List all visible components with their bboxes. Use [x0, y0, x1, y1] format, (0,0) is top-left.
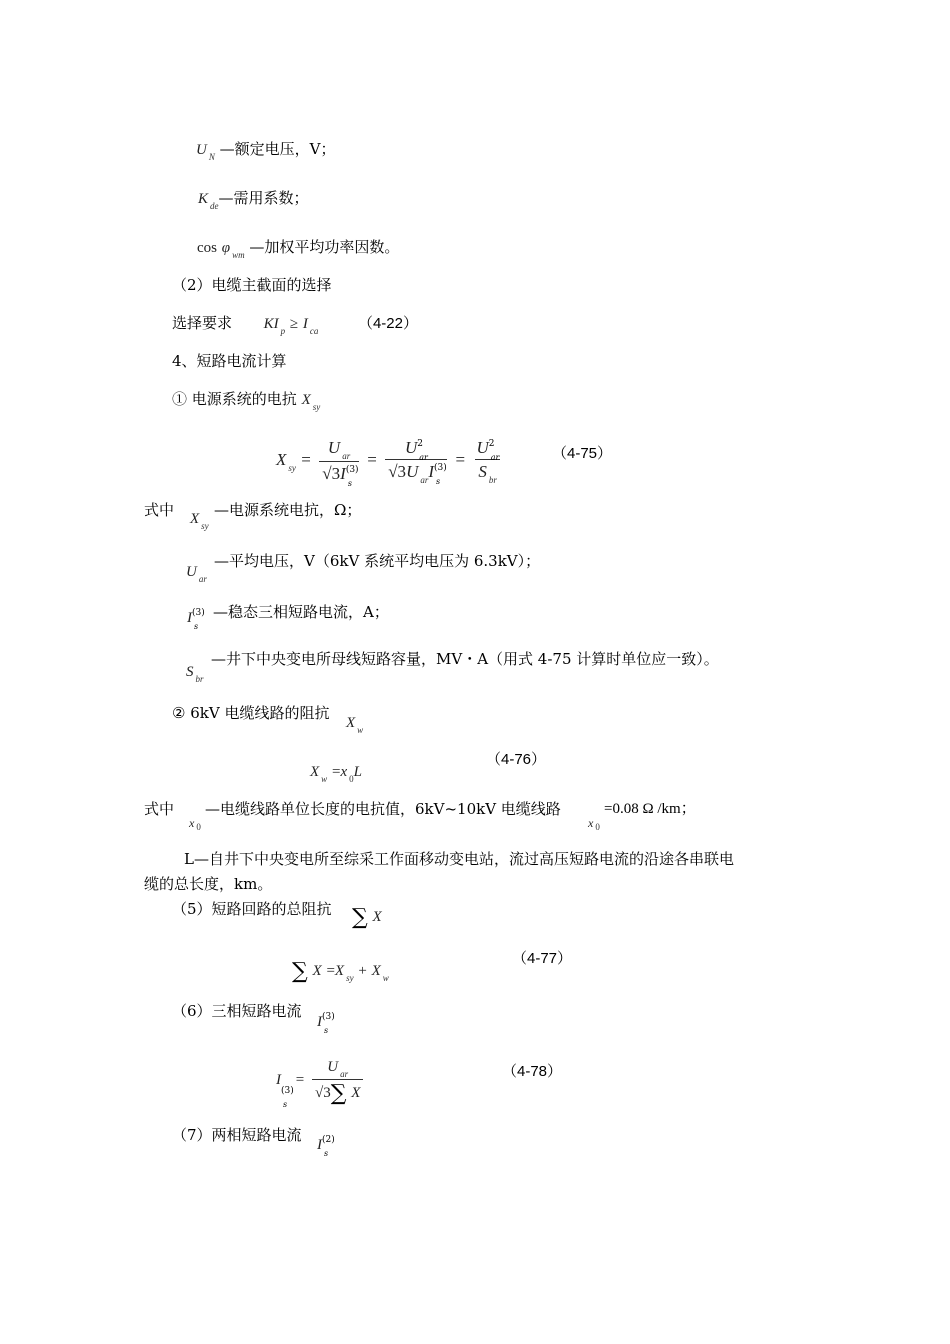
symbol-i: I — [317, 1014, 322, 1030]
subscript: 0 — [595, 822, 600, 832]
section-heading-cable-selection: （2）电缆主截面的选择 — [172, 276, 332, 294]
definition-xsy: —电源系统电抗，Ω； — [214, 501, 362, 519]
symbol-s: S — [186, 664, 194, 680]
x0-value: =0.08 Ω /km； — [604, 801, 696, 817]
symbol-x-lower: x — [189, 816, 195, 830]
symbol-i: I — [273, 316, 279, 332]
subscript: br — [195, 674, 204, 684]
equals-sign: = — [326, 963, 335, 979]
symbol-x: X — [371, 963, 381, 979]
symbol-k: K — [198, 191, 209, 207]
sqrt-3: √3 — [315, 1085, 331, 1101]
fraction-1 — [319, 437, 359, 488]
sqrt-3: √3 — [388, 461, 407, 481]
def-symbol-uar — [186, 561, 207, 583]
symbol-i: I — [302, 316, 308, 332]
item7-heading: （7）两相短路电流 — [172, 1126, 302, 1144]
subscript: ca — [309, 326, 319, 336]
definition-l-line1: L—自井下中央变电所至综采工作面移动变电站，流过高压短路电流的沿途各串联电 — [184, 850, 734, 868]
definition-is3: —稳态三相短路电流，A； — [213, 603, 389, 621]
definition-cosphi — [197, 237, 399, 259]
selection-requirement — [172, 313, 418, 335]
definition-un — [196, 139, 335, 161]
superscript: 2 — [417, 438, 423, 449]
superscript: (3) — [322, 1012, 335, 1022]
requirement-label: 选择要求 — [172, 314, 233, 332]
subscript: br — [488, 474, 497, 485]
equals-sign: = — [301, 450, 311, 469]
subscript: ar — [342, 450, 351, 461]
symbol-x: X — [312, 963, 322, 979]
symbol-u: U — [186, 564, 197, 580]
definition-text: —加权平均功率因数。 — [249, 238, 400, 256]
subscript: ar — [198, 574, 207, 584]
definition-text: —额定电压，V； — [219, 140, 336, 158]
subscript: s — [324, 1026, 329, 1035]
symbol-i: I — [428, 461, 435, 481]
subscript: sy — [346, 973, 354, 983]
heading-text: ① 电源系统的电抗 — [172, 390, 297, 408]
definition-kde — [198, 188, 309, 210]
subscript: s — [194, 622, 199, 631]
symbol-u: U — [404, 437, 418, 457]
subscript: wm — [232, 250, 245, 260]
equals-sign: = — [295, 1072, 305, 1088]
symbol-u: U — [327, 437, 341, 457]
subscript: ar — [340, 1069, 349, 1079]
equation-number-4-78: （4-78） — [502, 1063, 563, 1080]
subscript: ar — [419, 452, 428, 462]
symbol-x: X — [372, 909, 382, 925]
fraction-2 — [385, 438, 447, 484]
symbol-u: U — [196, 142, 207, 158]
formula-4-77 — [292, 960, 389, 982]
subscript: 0 — [349, 774, 354, 784]
section-heading-short-circuit: 4、短路电流计算 — [172, 352, 287, 370]
fraction-3 — [473, 438, 501, 484]
sigma-symbol: ∑ — [330, 1081, 347, 1106]
equals-sign: = — [331, 764, 341, 780]
symbol-x: X — [276, 450, 287, 469]
subscript: s — [283, 1100, 288, 1109]
formula-4-78 — [276, 1054, 366, 1109]
subscript: N — [208, 152, 215, 162]
symbol-x: X — [301, 392, 311, 408]
symbol-i: I — [276, 1072, 281, 1088]
item7-symbol-is2 — [317, 1134, 335, 1158]
item2-symbol-xw — [346, 712, 363, 734]
symbol-x: X — [351, 1085, 361, 1101]
symbol-u: U — [476, 437, 489, 457]
sigma-symbol: ∑ — [292, 959, 308, 984]
symbol-i: I — [340, 463, 346, 483]
heading-text: ② 6kV 电缆线路的阻抗 — [172, 704, 330, 722]
subscript: p — [280, 326, 286, 336]
symbol-x-lower: x — [340, 764, 348, 780]
symbol-l: L — [353, 764, 362, 780]
item6-heading: （6）三相短路电流 — [172, 1002, 302, 1020]
item1-heading — [172, 389, 320, 411]
cos-function: cos — [197, 240, 217, 256]
symbol-u: U — [406, 461, 419, 481]
item6-symbol-is3 — [317, 1011, 335, 1035]
subscript: ar — [490, 452, 500, 462]
symbol-i: I — [317, 1137, 322, 1153]
symbol-s: S — [478, 461, 487, 481]
superscript: (3) — [281, 1086, 294, 1096]
subscript: de — [210, 201, 219, 211]
definition-l-line2: 缆的总长度，km。 — [144, 875, 273, 893]
where-label-2: 式中 — [144, 800, 175, 818]
fraction-4-78 — [312, 1056, 363, 1104]
def-symbol-is3 — [187, 607, 205, 631]
sqrt-3: √3 — [322, 463, 341, 483]
definition-sbr: —井下中央变电所母线短路容量，MV・A（用式 4-75 计算时单位应一致）。 — [211, 650, 719, 668]
equation-number-4-75: （4-75） — [552, 445, 613, 462]
def-symbol-x0 — [189, 812, 201, 834]
subscript: s — [324, 1149, 329, 1158]
item5-heading: （5）短路回路的总阻抗 — [172, 900, 332, 918]
subscript: s — [436, 476, 441, 486]
definition-text: —需用系数； — [218, 189, 309, 207]
formula-4-75 — [276, 432, 505, 488]
equals-sign: = — [367, 450, 377, 469]
subscript: 0 — [196, 822, 201, 832]
superscript: (3) — [345, 464, 359, 475]
item2-heading — [172, 703, 329, 723]
subscript: sy — [312, 402, 321, 412]
superscript: (3) — [434, 462, 447, 473]
symbol-x: X — [190, 511, 200, 527]
definition-uar: —平均电压，V（6kV 系统平均电压为 6.3kV）； — [214, 552, 541, 570]
symbol-x: X — [310, 764, 320, 780]
superscript: (2) — [322, 1135, 335, 1145]
plus-sign: + — [358, 963, 367, 979]
equation-number-4-77: （4-77） — [512, 950, 573, 967]
symbol-x: X — [346, 715, 356, 731]
definition-x0: —电缆线路单位长度的电抗值，6kV~10kV 电缆线路 — [205, 800, 561, 818]
subscript: ar — [420, 474, 429, 485]
subscript: w — [357, 725, 364, 735]
equals-sign: = — [455, 450, 466, 469]
superscript: 2 — [488, 438, 495, 449]
subscript: s — [347, 478, 352, 488]
superscript: (3) — [192, 608, 205, 618]
symbol-x: X — [334, 963, 345, 979]
formula-4-76 — [310, 761, 362, 783]
symbol-x-lower: x — [588, 816, 594, 830]
item5-symbol-sigma-x — [352, 906, 382, 928]
equation-number-4-76: （4-76） — [486, 751, 547, 768]
ge-symbol: ≥ — [289, 316, 299, 332]
subscript: sy — [288, 463, 296, 473]
symbol-u: U — [327, 1059, 339, 1075]
value-symbol-x0 — [588, 812, 600, 834]
symbol-k: K — [263, 316, 274, 332]
def-symbol-xsy — [190, 508, 209, 530]
where-label: 式中 — [144, 501, 175, 519]
subscript: w — [321, 774, 328, 784]
symbol-phi: φ — [221, 240, 231, 256]
subscript: sy — [201, 521, 209, 531]
equation-number: （4-22） — [357, 315, 418, 332]
def-symbol-sbr — [186, 661, 204, 683]
symbol-i: I — [187, 610, 192, 626]
sigma-symbol: ∑ — [352, 905, 368, 930]
subscript: w — [382, 973, 389, 983]
